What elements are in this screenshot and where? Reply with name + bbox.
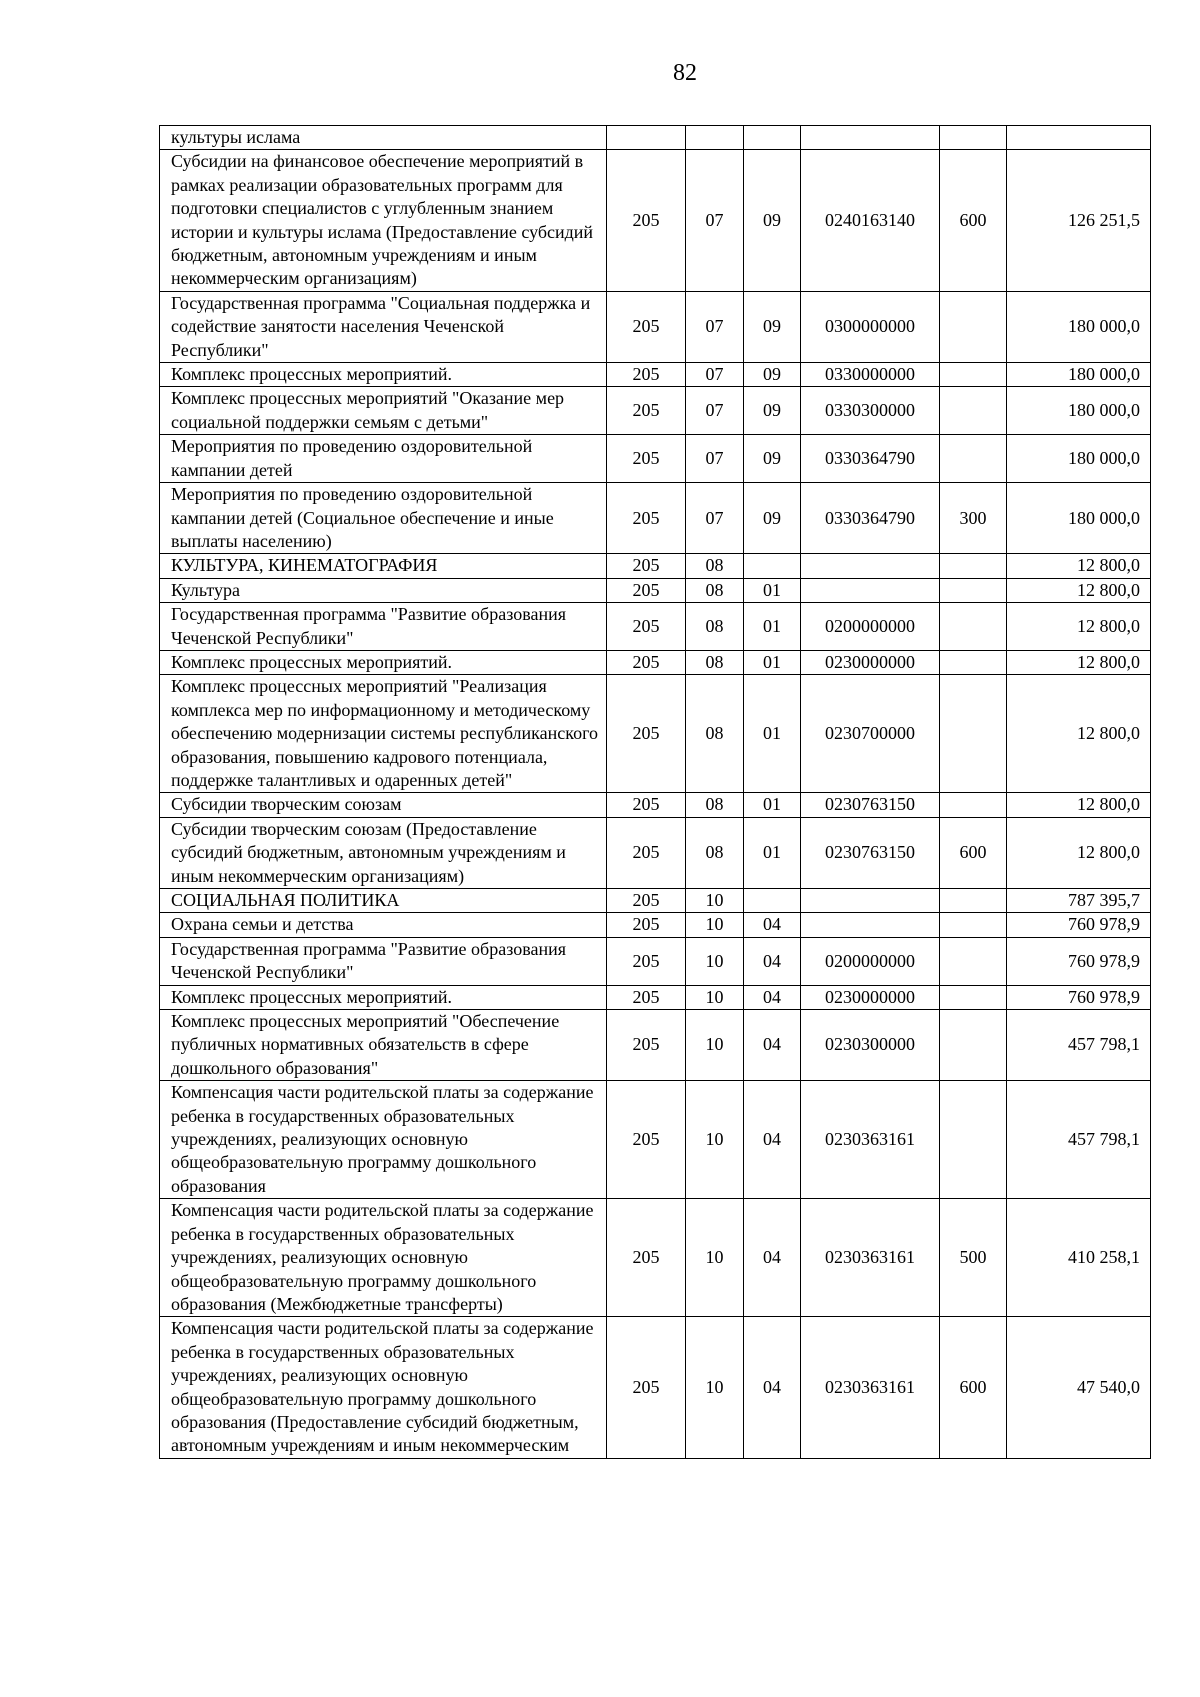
ministry-code-cell: 205 [607,937,686,985]
table-row [160,126,1151,150]
page-number: 82 [673,60,697,86]
table-row [160,889,1151,913]
table-row [160,1317,1151,1458]
target-article-cell: 0230763150 [801,793,940,817]
amount-cell: 12 800,0 [1007,793,1151,817]
ministry-code-cell: 205 [607,913,686,937]
ministry-code-cell: 205 [607,793,686,817]
row-name-cell: Компенсация части родительской платы за содержание ребенка в государственных образовательных учреждениях, реализующих основную общеобразовательную программу дошкольного образования (Предоставление субсидий бюджетным, автономным учреждениям и иным некоммерческим [160,1317,607,1458]
table-row [160,913,1151,937]
ministry-code-cell: 205 [607,650,686,674]
subsection-code-cell: 04 [744,937,801,985]
subsection-code-cell: 09 [744,435,801,483]
target-article-cell: 0230700000 [801,675,940,793]
subsection-code-cell: 01 [744,793,801,817]
section-code-cell: 07 [686,387,744,435]
expense-type-cell [940,554,1007,578]
section-code-cell: 10 [686,1010,744,1081]
expense-type-cell: 300 [940,483,1007,554]
subsection-code-cell: 01 [744,650,801,674]
subsection-code-cell: 01 [744,578,801,602]
expense-type-cell: 500 [940,1199,1007,1317]
section-code-cell: 10 [686,889,744,913]
subsection-code-cell: 01 [744,675,801,793]
target-article-cell: 0230300000 [801,1010,940,1081]
expense-type-cell [940,1010,1007,1081]
amount-cell: 180 000,0 [1007,483,1151,554]
table-row [160,985,1151,1009]
target-article-cell: 0330000000 [801,363,940,387]
table-row [160,793,1151,817]
ministry-code-cell: 205 [607,150,686,291]
target-article-cell: 0300000000 [801,291,940,362]
section-code-cell: 08 [686,817,744,888]
expense-type-cell: 600 [940,1317,1007,1458]
row-name-cell: Мероприятия по проведению оздоровительной кампании детей [160,435,607,483]
row-name-cell: Субсидии творческим союзам [160,793,607,817]
row-name-cell: Компенсация части родительской платы за содержание ребенка в государственных образовательных учреждениях, реализующих основную общеобразовательную программу дошкольного образования [160,1081,607,1199]
table-row [160,554,1151,578]
amount-cell: 180 000,0 [1007,363,1151,387]
amount-cell: 787 395,7 [1007,889,1151,913]
budget-table [159,125,1151,1459]
table-row [160,1081,1151,1199]
section-code-cell: 10 [686,1317,744,1458]
target-article-cell [801,578,940,602]
table-row [160,435,1151,483]
target-article-cell: 0330300000 [801,387,940,435]
expense-type-cell: 600 [940,817,1007,888]
amount-cell: 457 798,1 [1007,1010,1151,1081]
ministry-code-cell: 205 [607,817,686,888]
subsection-code-cell: 09 [744,483,801,554]
target-article-cell: 0200000000 [801,937,940,985]
subsection-code-cell: 04 [744,913,801,937]
amount-cell: 760 978,9 [1007,913,1151,937]
amount-cell: 457 798,1 [1007,1081,1151,1199]
table-row [160,483,1151,554]
subsection-code-cell: 09 [744,363,801,387]
section-code-cell: 08 [686,650,744,674]
row-name-cell: Комплекс процессных мероприятий "Обеспечение публичных нормативных обязательств в сфере дошкольного образования" [160,1010,607,1081]
expense-type-cell: 600 [940,150,1007,291]
table-row [160,1199,1151,1317]
row-name-cell: Комплекс процессных мероприятий "Реализация комплекса мер по информационному и методическому обеспечению модернизации системы республиканского образования, повышению кадрового потенциала, поддержке талантливых и одаренных детей" [160,675,607,793]
table-row [160,1010,1151,1081]
row-name-cell: Компенсация части родительской платы за содержание ребенка в государственных образовательных учреждениях, реализующих основную общеобразовательную программу дошкольного образования (Межбюджетные трансферты) [160,1199,607,1317]
subsection-code-cell [744,889,801,913]
subsection-code-cell: 04 [744,1010,801,1081]
ministry-code-cell: 205 [607,889,686,913]
subsection-code-cell [744,554,801,578]
ministry-code-cell: 205 [607,675,686,793]
row-name-cell: Мероприятия по проведению оздоровительной кампании детей (Социальное обеспечение и иные выплаты населению) [160,483,607,554]
table-row [160,650,1151,674]
section-code-cell: 07 [686,363,744,387]
subsection-code-cell: 01 [744,817,801,888]
ministry-code-cell: 205 [607,578,686,602]
row-name-cell: Охрана семьи и детства [160,913,607,937]
amount-cell: 180 000,0 [1007,291,1151,362]
target-article-cell [801,126,940,150]
section-code-cell: 08 [686,554,744,578]
row-name-cell: Государственная программа "Развитие образования Чеченской Республики" [160,937,607,985]
table-row [160,675,1151,793]
row-name-cell: Комплекс процессных мероприятий. [160,650,607,674]
table-row [160,150,1151,291]
expense-type-cell [940,675,1007,793]
amount-cell: 410 258,1 [1007,1199,1151,1317]
row-name-cell: Государственная программа "Развитие образования Чеченской Республики" [160,603,607,651]
ministry-code-cell: 205 [607,1199,686,1317]
ministry-code-cell: 205 [607,483,686,554]
subsection-code-cell [744,126,801,150]
amount-cell: 180 000,0 [1007,387,1151,435]
expense-type-cell [940,363,1007,387]
amount-cell: 12 800,0 [1007,675,1151,793]
expense-type-cell [940,650,1007,674]
ministry-code-cell: 205 [607,435,686,483]
section-code-cell: 10 [686,937,744,985]
amount-cell: 12 800,0 [1007,554,1151,578]
section-code-cell [686,126,744,150]
section-code-cell: 07 [686,483,744,554]
section-code-cell: 07 [686,291,744,362]
amount-cell: 760 978,9 [1007,937,1151,985]
target-article-cell [801,889,940,913]
expense-type-cell [940,937,1007,985]
target-article-cell [801,554,940,578]
target-article-cell: 0230363161 [801,1199,940,1317]
amount-cell: 126 251,5 [1007,150,1151,291]
table-row [160,363,1151,387]
ministry-code-cell: 205 [607,387,686,435]
expense-type-cell [940,387,1007,435]
table-row [160,387,1151,435]
amount-cell: 12 800,0 [1007,578,1151,602]
expense-type-cell [940,291,1007,362]
target-article-cell: 0240163140 [801,150,940,291]
amount-cell: 12 800,0 [1007,817,1151,888]
row-name-cell: культуры ислама [160,126,607,150]
table-row [160,603,1151,651]
ministry-code-cell: 205 [607,985,686,1009]
expense-type-cell [940,435,1007,483]
ministry-code-cell: 205 [607,554,686,578]
target-article-cell: 0230763150 [801,817,940,888]
target-article-cell [801,913,940,937]
section-code-cell: 08 [686,578,744,602]
amount-cell: 760 978,9 [1007,985,1151,1009]
section-code-cell: 10 [686,1199,744,1317]
row-name-cell: СОЦИАЛЬНАЯ ПОЛИТИКА [160,889,607,913]
section-code-cell: 08 [686,793,744,817]
subsection-code-cell: 04 [744,1317,801,1458]
section-code-cell: 07 [686,150,744,291]
row-name-cell: Субсидии на финансовое обеспечение мероприятий в рамках реализации образовательных программ для подготовки специалистов с углубленным знанием истории и культуры ислама (Предоставление субсидий бюджетным, автономным учреждениям и иным некоммерческим организациям) [160,150,607,291]
ministry-code-cell: 205 [607,1081,686,1199]
row-name-cell: Государственная программа "Социальная поддержка и содействие занятости населения Чеченской Республики" [160,291,607,362]
section-code-cell: 08 [686,675,744,793]
amount-cell: 12 800,0 [1007,650,1151,674]
amount-cell [1007,126,1151,150]
target-article-cell: 0330364790 [801,435,940,483]
subsection-code-cell: 04 [744,1199,801,1317]
target-article-cell: 0230363161 [801,1317,940,1458]
section-code-cell: 07 [686,435,744,483]
ministry-code-cell: 205 [607,363,686,387]
row-name-cell: Комплекс процессных мероприятий. [160,363,607,387]
ministry-code-cell: 205 [607,1317,686,1458]
amount-cell: 12 800,0 [1007,603,1151,651]
target-article-cell: 0330364790 [801,483,940,554]
expense-type-cell [940,1081,1007,1199]
ministry-code-cell [607,126,686,150]
row-name-cell: Субсидии творческим союзам (Предоставление субсидий бюджетным, автономным учреждениям и иным некоммерческим организациям) [160,817,607,888]
section-code-cell: 10 [686,1081,744,1199]
amount-cell: 180 000,0 [1007,435,1151,483]
table-row [160,578,1151,602]
row-name-cell: Комплекс процессных мероприятий "Оказание мер социальной поддержки семьям с детьми" [160,387,607,435]
section-code-cell: 08 [686,603,744,651]
section-code-cell: 10 [686,985,744,1009]
section-code-cell: 10 [686,913,744,937]
target-article-cell: 0200000000 [801,603,940,651]
ministry-code-cell: 205 [607,291,686,362]
subsection-code-cell: 09 [744,291,801,362]
amount-cell: 47 540,0 [1007,1317,1151,1458]
subsection-code-cell: 04 [744,1081,801,1199]
target-article-cell: 0230363161 [801,1081,940,1199]
table-body [160,126,1151,1459]
target-article-cell: 0230000000 [801,650,940,674]
subsection-code-cell: 09 [744,150,801,291]
subsection-code-cell: 04 [744,985,801,1009]
table-row [160,291,1151,362]
target-article-cell: 0230000000 [801,985,940,1009]
subsection-code-cell: 09 [744,387,801,435]
expense-type-cell [940,793,1007,817]
row-name-cell: Комплекс процессных мероприятий. [160,985,607,1009]
expense-type-cell [940,603,1007,651]
row-name-cell: Культура [160,578,607,602]
expense-type-cell [940,913,1007,937]
table-row [160,817,1151,888]
table-row [160,937,1151,985]
ministry-code-cell: 205 [607,1010,686,1081]
expense-type-cell [940,889,1007,913]
expense-type-cell [940,126,1007,150]
subsection-code-cell: 01 [744,603,801,651]
ministry-code-cell: 205 [607,603,686,651]
expense-type-cell [940,985,1007,1009]
row-name-cell: КУЛЬТУРА, КИНЕМАТОГРАФИЯ [160,554,607,578]
expense-type-cell [940,578,1007,602]
